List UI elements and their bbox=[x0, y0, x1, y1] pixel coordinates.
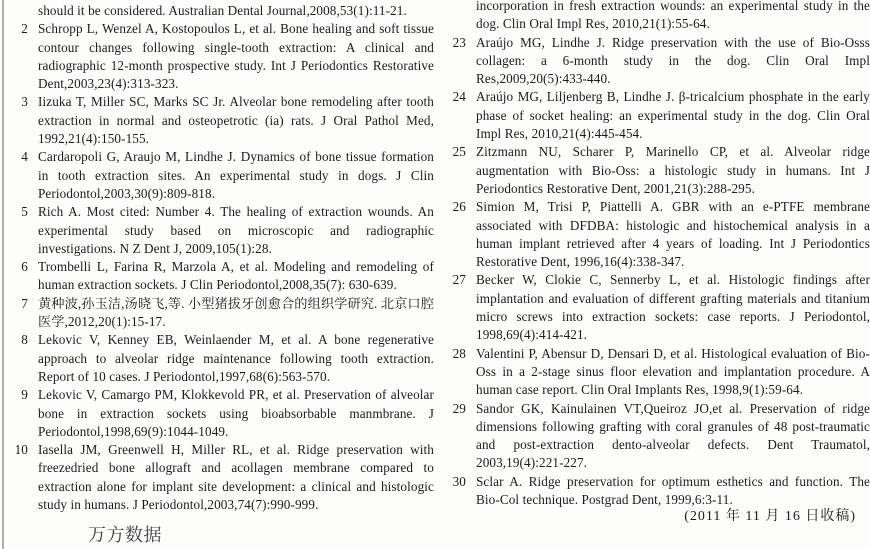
reference-text: Lekovic V, Camargo PM, Klokkevold PR, et al. Preservation of alveolar bone in extraction sockets using bioabsorbable manmbrane. J Periodontol,1998,69(9):1044-1049. bbox=[38, 387, 434, 439]
reference-number bbox=[446, 0, 466, 34]
reference-text: Simion M, Trisi P, Piattelli A. GBR with an e-PTFE membrane associated with DFDBA: histologic and histochemical analysis in a human implant retrieved after 4 years of loading. Int J Periodontics Restorative Dent, 1996,16(4):338-347. bbox=[476, 199, 870, 270]
reference-item bbox=[446, 143, 870, 198]
reference-number: 10 bbox=[14, 442, 28, 458]
reference-number: 27 bbox=[452, 272, 466, 288]
reference-item bbox=[446, 473, 870, 510]
reference-number: 3 bbox=[21, 94, 28, 110]
reference-text: Lekovic V, Kenney EB, Weinlaender M, et al. A bone regenerative approach to alveolar ridge maintenance following tooth extraction. Report of 10 cases. J Periodontol,1997,68(6):563-570. bbox=[38, 332, 434, 384]
reference-item bbox=[446, 34, 870, 89]
reference-item bbox=[8, 441, 434, 514]
reference-item bbox=[8, 203, 434, 258]
reference-number: 26 bbox=[452, 199, 466, 215]
reference-item bbox=[446, 198, 870, 271]
reference-item bbox=[8, 93, 434, 148]
reference-text: 黄种波,孙玉洁,汤晓飞,等. 小型猪拔牙创愈合的组织学研究. 北京口腔医学,2012,20(1):15-17. bbox=[38, 295, 434, 330]
reference-text: Rich A. Most cited: Number 4. The healing of extraction wounds. An experimental study based on microscopic and radiographic investigations. N Z Dent J, 2009,105(1):28. bbox=[38, 204, 434, 256]
reference-text: Valentini P, Abensur D, Densari D, et al. Histological evaluation of Bio-Oss in a 2-stage sinus floor elevation and implantation procedure. A human case report. Clin Oral Implants Res, 1998,9(1):59-64. bbox=[476, 345, 870, 398]
reference-text: Sandor GK, Kainulainen VT,Queiroz JO,et al. Preservation of ridge dimensions following grafting with coral granules of 48 post-traumatic and post-extraction dento-alveolar defects. Dent Traumatol, 2003,19(4):221-227. bbox=[476, 400, 870, 471]
scan-edge-line bbox=[2, 0, 4, 549]
reference-item bbox=[446, 271, 870, 344]
reference-number: 9 bbox=[21, 387, 28, 403]
reference-number: 29 bbox=[452, 400, 466, 416]
received-date-note: (2011 年 11 月 16 日收稿) bbox=[684, 509, 856, 524]
reference-text: Trombelli L, Farina R, Marzola A, et al. Modeling and remodeling of human extraction sockets. J Clin Periodontol,2008,35(7): 630-639. bbox=[38, 259, 434, 293]
reference-number: 5 bbox=[21, 204, 28, 220]
reference-item bbox=[446, 0, 870, 34]
references-column-left bbox=[8, 2, 434, 547]
reference-number: 28 bbox=[452, 345, 466, 361]
reference-item bbox=[446, 88, 870, 143]
references-column-right bbox=[446, 0, 870, 549]
reference-item bbox=[8, 258, 434, 295]
reference-text: Zitzmann NU, Scharer P, Marinello CP, et al. Alveolar ridge augmentation with Bio-Oss: a histologic study in humans. Int J Periodontics Restorative Dent, 2001,21(3):288-295. bbox=[476, 144, 870, 196]
reference-item bbox=[8, 20, 434, 93]
reference-number: 2 bbox=[21, 21, 28, 37]
reference-text: Cardaropoli G, Araujo M, Lindhe J. Dynamics of bone tissue formation in tooth extraction sites. An experimental study in dogs. J Clin Periodontol,2003,30(9):809-818. bbox=[38, 149, 434, 201]
wanfang-data-watermark: 万方数据 bbox=[88, 525, 162, 545]
reference-item bbox=[446, 400, 870, 473]
reference-text: Sclar A. Ridge preservation for optimum esthetics and function. The Bio-Col technique. Postgrad Dent, 1999,6:3-11. bbox=[476, 473, 870, 508]
reference-text: should it be considered. Australian Dental Journal,2008,53(1):11-21. bbox=[38, 3, 407, 18]
reference-number: 24 bbox=[452, 89, 466, 105]
reference-text: incorporation in fresh extraction wounds: an experimental study in the dog. Clin Oral Impl Res, 2010,21(1):55-64. bbox=[476, 0, 870, 32]
reference-text: Araújo MG, Lindhe J. Ridge preservation with the use of Bio-Osss collagen: a 6-month study in the dog. Clin Oral Impl Res,2009,20(5):433-440. bbox=[476, 34, 870, 87]
reference-item bbox=[8, 148, 434, 203]
reference-item bbox=[446, 345, 870, 400]
reference-number: 4 bbox=[21, 149, 28, 165]
reference-text: Araújo MG, Liljenberg B, Lindhe J. β-tricalcium phosphate in the early phase of socket healing: an experimental study in the dog. Clin Oral Impl Res, 2010,21(4):445-454. bbox=[476, 89, 870, 142]
reference-number: 7 bbox=[21, 295, 28, 311]
reference-number: 23 bbox=[452, 34, 466, 50]
reference-number: 8 bbox=[21, 332, 28, 348]
reference-text: Iizuka T, Miller SC, Marks SC Jr. Alveolar bone remodeling after tooth extraction in normal and osteopetrotic (ia) rats. J Oral Pathol Med, 1992,21(4):150-155. bbox=[38, 94, 434, 147]
reference-number: 30 bbox=[452, 473, 466, 489]
reference-item bbox=[8, 2, 434, 20]
reference-text: Iasella JM, Greenwell H, Miller RL, et al. Ridge preservation with freezedried bone allograft and acollagen membrane compared to extraction alone for implant site development: a clinical and histologic study in humans. J Periodontol,2003,74(7):990-999. bbox=[38, 442, 434, 513]
reference-item bbox=[8, 295, 434, 332]
reference-text: Becker W, Clokie C, Sennerby L, et al. Histologic findings after implantation and evaluation of different grafting materials and titanium micro screws into extraction sockets: case reports. J Periodontol, 1998,69(4):414-421. bbox=[476, 272, 870, 343]
reference-item bbox=[8, 331, 434, 386]
reference-number: 6 bbox=[21, 259, 28, 275]
reference-number: 25 bbox=[452, 144, 466, 160]
reference-number bbox=[8, 2, 28, 20]
reference-text: Schropp L, Wenzel A, Kostopoulos L, et al. Bone healing and soft tissue contour changes following single-tooth extraction: A clinical and radiographic 12-month prospective study. Int J Periodontics Restorative Dent,2003,23(4):313-323. bbox=[38, 21, 434, 92]
reference-item bbox=[8, 386, 434, 441]
